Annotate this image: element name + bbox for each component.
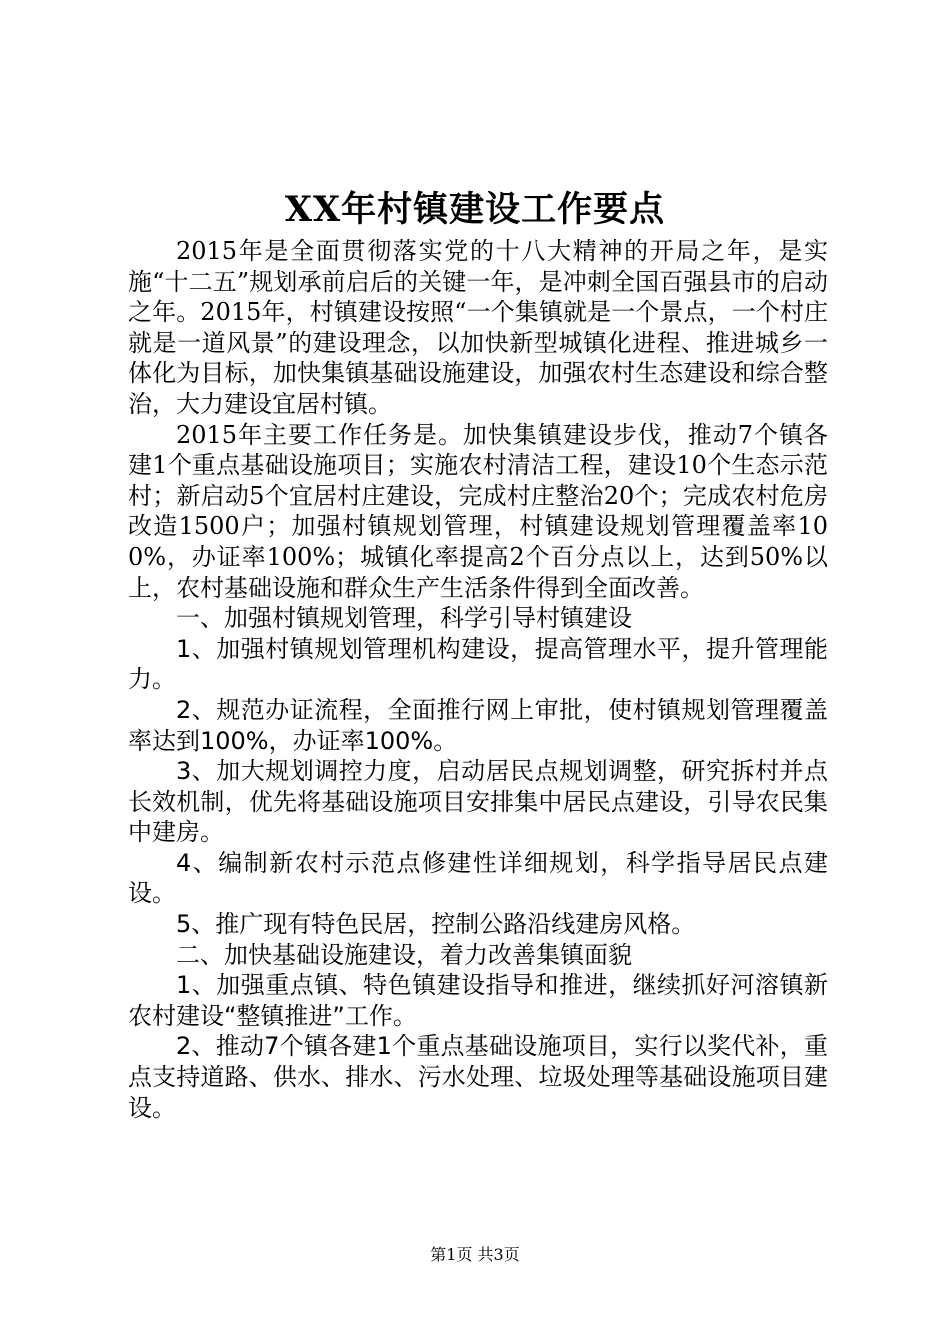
- list-item: 2、推动7个镇各建1个重点基础设施项目，实行以奖代补，重点支持道路、供水、排水、污水处理、垃圾处理等基础设施项目建设。: [128, 1032, 828, 1122]
- intro-paragraph: 2015年是全面贯彻落实党的十八大精神的开局之年，是实施“十二五”规划承前启后的关键一年，是冲刺全国百强县市的启动之年。2015年，村镇建设按照“一个集镇就是一个景点，一个村庄就是一道风景”的建设理念，以加快新型城镇化进程、推进城乡一体化为目标，加快集镇基础设施建设，加强农村生态建设和综合整治，大力建设宜居村镇。: [128, 237, 828, 418]
- list-item: 1、加强重点镇、特色镇建设指导和推进，继续抓好河溶镇新农村建设“整镇推进”工作。: [128, 971, 828, 1030]
- page-footer: 第1页 共3页: [430, 1245, 520, 1264]
- list-item: 2、规范办证流程，全面推行网上审批，使村镇规划管理覆盖率达到100%，办证率100%。: [128, 695, 828, 755]
- list-item: 5、推广现有特色民居，控制公路沿线建房风格。: [176, 910, 696, 939]
- list-item: 4、编制新农村示范点修建性详细规划，科学指导居民点建设。: [128, 848, 828, 908]
- main-tasks-paragraph: 2015年主要工作任务是。加快集镇建设步伐，推动7个镇各建1个重点基础设施项目；实施农村清洁工程，建设10个生态示范村；新启动5个宜居村庄建设，完成村庄整治20个；完成农村危房改造1500户；加强村镇规划管理，村镇建设规划管理覆盖率100%，办证率100%；城镇化率提高2个百分点以上，达到50%以上，农村基础设施和群众生产生活条件得到全面改善。: [128, 420, 828, 602]
- document-title: XX年村镇建设工作要点: [284, 189, 666, 230]
- section-heading-planning: 一、加强村镇规划管理，科学引导村镇建设: [176, 604, 632, 633]
- list-item: 1、加强村镇规划管理机构建设，提高管理水平，提升管理能力。: [128, 634, 828, 694]
- list-item: 3、加大规划调控力度，启动居民点规划调整，研究拆村并点长效机制，优先将基础设施项目安排集中居民点建设，引导农民集中建房。: [128, 757, 828, 847]
- document-body: [128, 236, 828, 1123]
- section-heading-infrastructure: 二、加快基础设施建设，着力改善集镇面貌: [176, 940, 632, 969]
